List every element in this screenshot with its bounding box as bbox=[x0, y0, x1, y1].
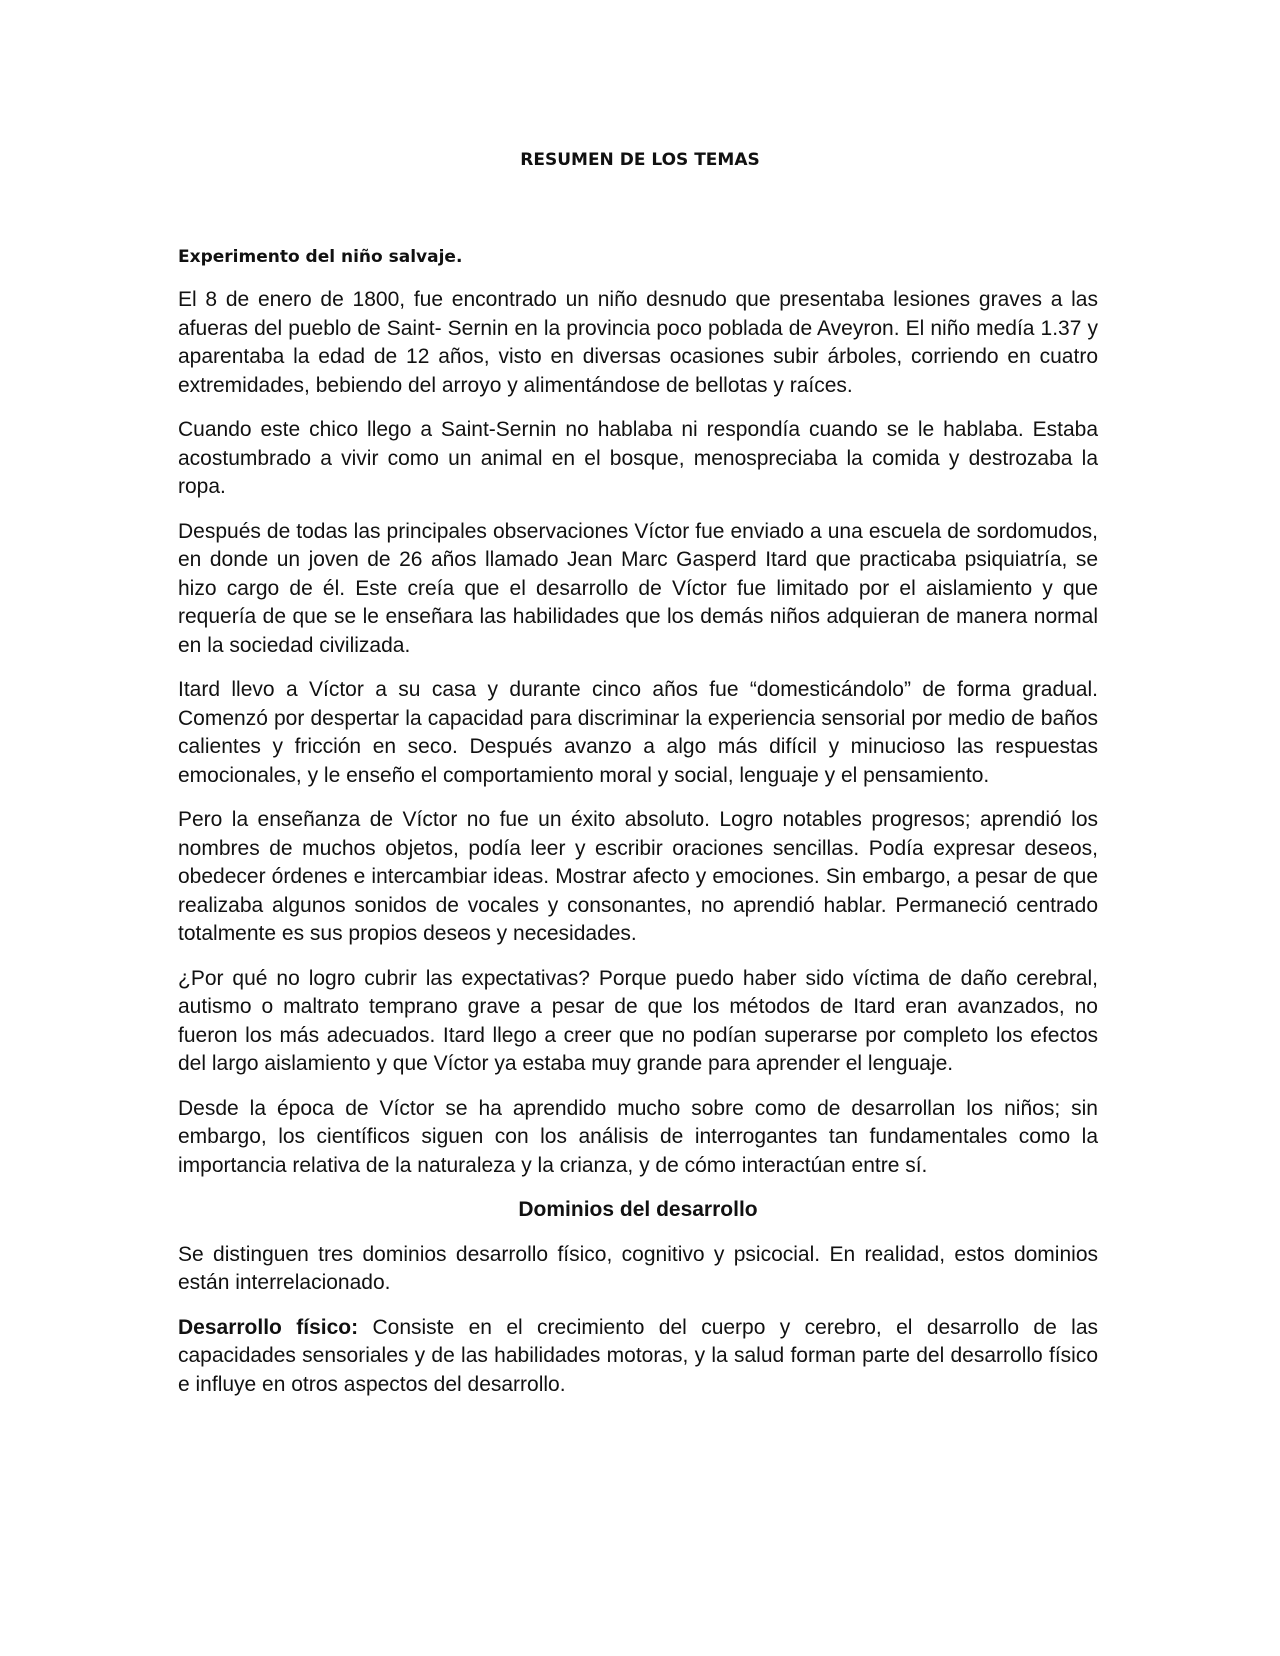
paragraph: Pero la enseñanza de Víctor no fue un éxito absoluto. Logro notables progresos; aprendió los nombres de muchos objetos, podía leer y escribir oraciones sencillas. Podía expresar deseos, obedecer órdenes e intercambiar ideas. Mostrar afecto y emociones. Sin embargo, a pesar de que realizaba algunos sonidos de vocales y consonantes, no aprendió hablar. Permaneció centrado totalmente es sus propios deseos y necesidades. bbox=[178, 808, 1098, 945]
document-body bbox=[178, 244, 1098, 1415]
paragraph: Desde la época de Víctor se ha aprendido mucho sobre como de desarrollan los niños; sin embargo, los científicos siguen con los análisis de interrogantes tan fundamentales como la importancia relativa de la naturaleza y la crianza, y de cómo interactúan entre sí. bbox=[178, 1096, 1098, 1177]
paragraph: Se distinguen tres dominios desarrollo físico, cognitivo y psicocial. En realidad, estos dominios están interrelacionado. bbox=[178, 1242, 1098, 1294]
paragraph-text: Consiste en el crecimiento del cuerpo y cerebro, el desarrollo de las capacidades sensoriales y de las habilidades motoras, y la salud forman parte del desarrollo físico e influye en otros aspectos del desarrollo. bbox=[178, 1315, 1098, 1396]
paragraph-lead: Desarrollo físico: bbox=[178, 1315, 359, 1339]
paragraph: Después de todas las principales observaciones Víctor fue enviado a una escuela de sordomudos, en donde un joven de 26 años llamado Jean Marc Gasperd Itard que practicaba psiquiatría, se hizo cargo de él. Este creía que el desarrollo de Víctor fue limitado por el aislamiento y que requería de que se le enseñara las habilidades que los demás niños adquieran de manera normal en la sociedad civilizada. bbox=[178, 519, 1098, 657]
paragraph: ¿Por qué no logro cubrir las expectativas? Porque puedo haber sido víctima de daño cerebral, autismo o maltrato temprano grave a pesar de que los métodos de Itard eran avanzados, no fueron los más adecuados. Itard llego a creer que no podían superarse por completo los efectos del largo aislamiento y que Víctor ya estaba muy grande para aprender el lenguaje. bbox=[178, 966, 1098, 1075]
paragraph: Cuando este chico llego a Saint-Sernin no hablaba ni respondía cuando se le hablaba. Estaba acostumbrado a vivir como un animal en el bosque, menospreciaba la comida y destrozaba la ropa. bbox=[178, 418, 1098, 498]
section-heading-dominios: Dominios del desarrollo bbox=[518, 1198, 758, 1221]
document-title: RESUMEN DE LOS TEMAS bbox=[520, 150, 760, 170]
paragraph: Itard llevo a Víctor a su casa y durante cinco años fue “domesticándolo” de forma gradual. Comenzó por despertar la capacidad para discriminar la experiencia sensorial por medio de baños calientes y fricción en seco. Después avanzo a algo más difícil y minucioso las respuestas emocionales, y le enseño el comportamiento moral y social, lenguaje y el pensamiento. bbox=[178, 678, 1098, 787]
paragraph: El 8 de enero de 1800, fue encontrado un niño desnudo que presentaba lesiones graves a las afueras del pueblo de Saint- Sernin en la provincia poco poblada de Aveyron. El niño medía 1.37 y aparentaba la edad de 12 años, visto en diversas ocasiones subir árboles, corriendo en cuatro extremidades, bebiendo del arroyo y alimentándose de bellotas y raíces. bbox=[178, 288, 1098, 397]
section-heading-nino-salvaje: Experimento del niño salvaje. bbox=[178, 247, 463, 267]
paragraph-desarrollo-fisico bbox=[178, 1314, 1098, 1400]
